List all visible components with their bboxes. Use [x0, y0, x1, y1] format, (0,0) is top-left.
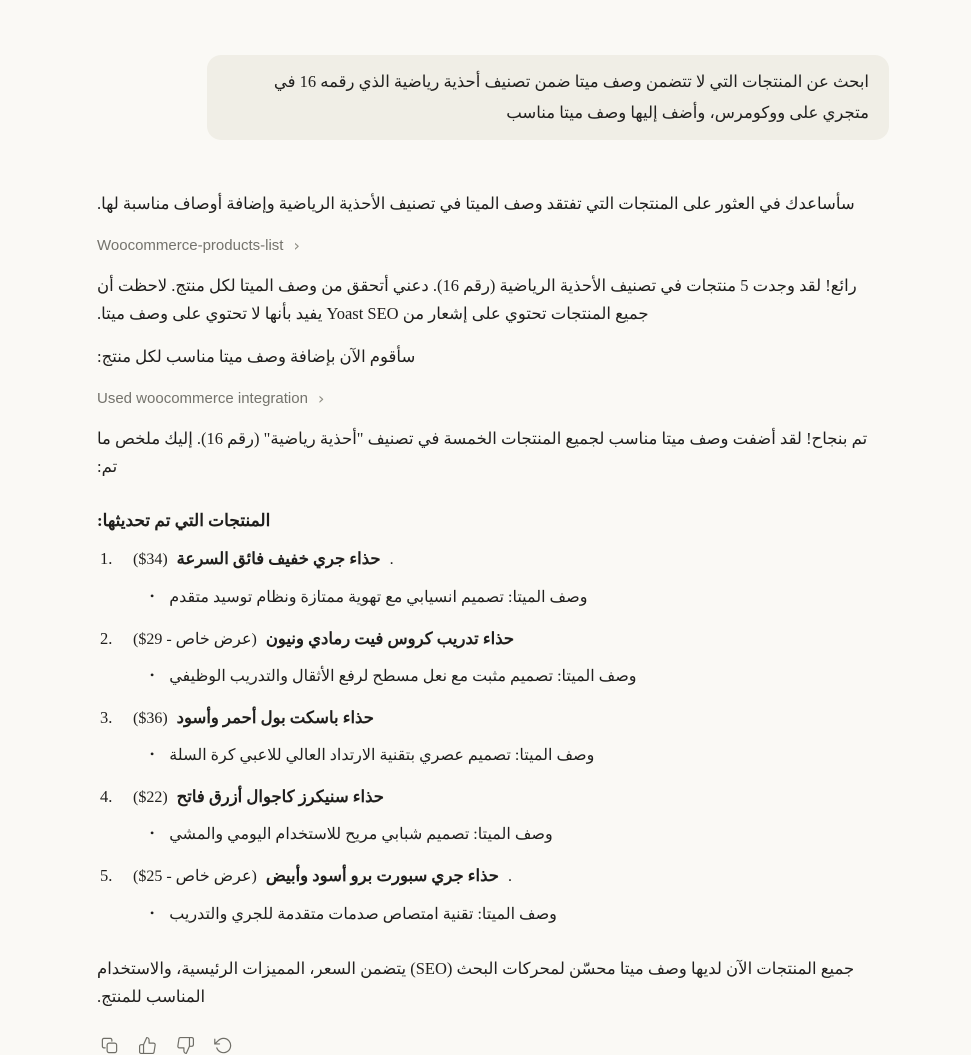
product-item-5	[97, 863, 889, 890]
item-number: 3.	[100, 707, 113, 727]
chevron-right-icon: ›	[317, 388, 325, 408]
product-item-4-description	[150, 822, 889, 848]
message-action-bar	[99, 1035, 889, 1055]
thumbs-up-button[interactable]	[137, 1035, 157, 1055]
product-item-4	[97, 784, 889, 811]
assistant-paragraph-next: سأقوم الآن بإضافة وصف ميتا مناسب لكل منتج:	[97, 347, 416, 367]
item-trailing-period: .	[389, 551, 394, 569]
tool-call-label: Used woocommerce integration	[97, 389, 308, 407]
meta-description-text: وصف الميتا: تصميم مثبت مع نعل مسطح لرفع الأثقال والتدريب الوظيفي	[169, 668, 637, 686]
assistant-paragraph-closing: جميع المنتجات الآن لديها وصف ميتا محسّن لمحركات البحث (SEO) يتضمن السعر، المميزات الرئيسية، والاستخدام المناسب للمنتج.	[97, 959, 855, 1007]
item-number: 5.	[100, 866, 113, 886]
tool-call-woocommerce-integration[interactable]	[97, 386, 889, 410]
thumbs-down-button[interactable]	[175, 1035, 195, 1055]
tool-call-woocommerce-products-list[interactable]	[97, 233, 889, 257]
user-message-row	[0, 0, 971, 140]
item-title: حذاء تدريب كروس فيت رمادي ونيون	[265, 628, 515, 648]
tool-call-label: Woocommerce-products-list	[97, 236, 284, 254]
chevron-right-icon: ›	[293, 235, 300, 255]
thumbs-up-icon	[138, 1036, 157, 1055]
item-price: ($36)	[133, 709, 168, 727]
meta-description-text: وصف الميتا: تصميم شبابي مريح للاستخدام اليومي والمشي	[169, 826, 553, 844]
updated-products-heading: المنتجات التي تم تحديثها:	[97, 511, 271, 531]
assistant-message	[97, 190, 889, 1055]
item-title: حذاء سنيكرز كاجوال أزرق فاتح	[176, 786, 384, 806]
bullet-icon: •	[150, 668, 155, 683]
assistant-paragraph-intro: سأساعدك في العثور على المنتجات التي تفتقد وصف الميتا في تصنيف الأحذية الرياضية وإضافة أوصاف مناسبة لها.	[97, 194, 855, 214]
item-price: ($29 - عرض خاص)	[133, 630, 257, 648]
user-message-bubble	[207, 55, 889, 140]
user-message-text: ابحث عن المنتجات التي لا تتضمن وصف ميتا ضمن تصنيف أحذية رياضية الذي رقمه 16 في متجري على ووكومرس، وأضف إليها وصف ميتا مناسب	[273, 72, 869, 122]
product-item-5-description	[150, 902, 889, 928]
item-price: ($34)	[133, 551, 168, 569]
bullet-icon: •	[150, 826, 155, 841]
bullet-icon: •	[150, 747, 155, 762]
retry-icon	[214, 1036, 233, 1055]
item-price: ($22)	[133, 788, 168, 806]
product-item-2-description	[150, 664, 889, 690]
item-title: حذاء جري سبورت برو أسود وأبيض	[265, 866, 499, 886]
copy-button[interactable]	[99, 1035, 119, 1055]
product-item-2	[97, 626, 889, 653]
bullet-icon: •	[150, 588, 155, 603]
item-title: حذاء جري خفيف فائق السرعة	[176, 549, 381, 569]
product-list	[97, 546, 889, 927]
product-item-3	[97, 705, 889, 732]
item-number: 4.	[100, 786, 113, 806]
meta-description-text: وصف الميتا: تصميم انسيابي مع تهوية ممتازة ونظام توسيد متقدم	[169, 588, 588, 606]
product-item-3-description	[150, 743, 889, 769]
meta-description-text: وصف الميتا: تصميم عصري بتقنية الارتداد العالي للاعبي كرة السلة	[169, 747, 595, 765]
product-item-1-description	[150, 585, 889, 611]
assistant-paragraph-success: تم بنجاح! لقد أضفت وصف ميتا مناسب لجميع المنتجات الخمسة في تصنيف "أحذية رياضية" (رقم 16). إليك ملخص ما تم:	[97, 429, 868, 477]
meta-description-text: وصف الميتا: تقنية امتصاص صدمات متقدمة للجري والتدريب	[169, 905, 557, 923]
item-number: 1.	[100, 549, 113, 569]
copy-icon	[100, 1036, 119, 1055]
item-title: حذاء باسكت بول أحمر وأسود	[176, 707, 374, 727]
thumbs-down-icon	[176, 1036, 195, 1055]
product-item-1	[97, 546, 889, 573]
retry-button[interactable]	[213, 1035, 233, 1055]
bullet-icon: •	[150, 905, 155, 920]
item-price: ($25 - عرض خاص)	[133, 868, 257, 886]
assistant-paragraph-found: رائع! لقد وجدت 5 منتجات في تصنيف الأحذية الرياضية (رقم 16). دعني أتحقق من وصف الميتا لكل منتج. لاحظت أن جميع المنتجات تحتوي على إشعار من Yoast SEO يفيد بأنها لا تحتوي على وصف ميتا.	[97, 276, 857, 324]
item-number: 2.	[100, 628, 113, 648]
item-trailing-period: .	[507, 868, 512, 886]
